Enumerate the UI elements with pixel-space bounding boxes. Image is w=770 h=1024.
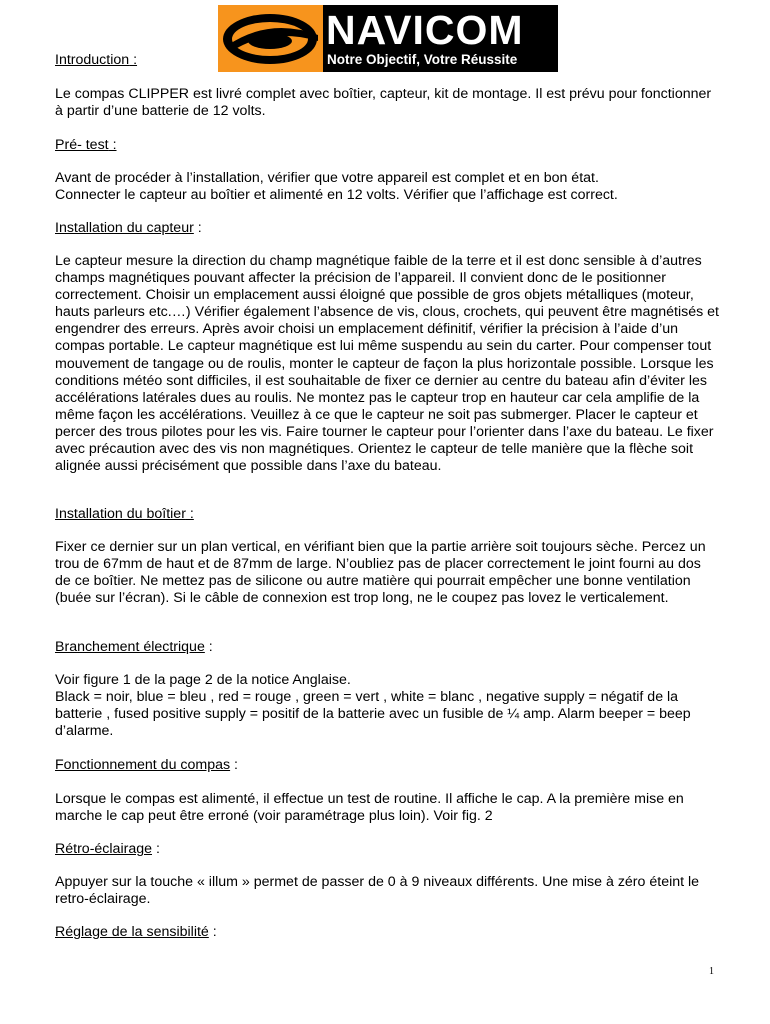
paragraph-pre-test: Avant de procéder à l’installation, vérifier que votre appareil est complet et en bon état. Connecter le capteur au boîtier et alimenté en 12 volts. Vérifier que l’affichage est correct. — [55, 170, 618, 204]
heading-installation-capteur: Installation du capteur : — [55, 220, 202, 236]
paragraph-installation-capteur: Le capteur mesure la direction du champ magnétique faible de la terre et il est donc sensible à d’autres champs magnétiques pouvant affecter la précision de l’appareil. Il convient donc de le positionner correctement. Choisir un emplacement aussi éloigné que possible de gros objets métalliques (moteur, hauts parleurs etc.…) Vérifier également l’absence de vis, clous, crochets, qui peuvent être magnétisés et engendrer des erreurs. Après avoir choisi un emplacement définitif, vérifier la précision à l’aide d’un compas portable. Le capteur magnétique est lui même suspendu au sein du carter. Pour compenser tout mouvement de tangage ou de roulis, monter le capteur de façon la plus horizontale possible. Lorsque les conditions météo sont difficiles, il est souhaitable de fixer ce dernier au centre du bateau afin d’éviter les accélérations latérales dues au roulis. Ne montez pas le capteur trop en hauteur car cela amplifie de la même façon les accélérations. Veuillez à ce que le capteur ne soit pas submerger. Placer le capteur et percer des trous pilotes pour les vis. Faire tourner le capteur pour l’orienter dans l’axe du bateau. Le fixer avec précaution avec des vis non magnétiques. Orientez le capteur de telle manière que la flèche soit alignée aussi précisément que possible dans l’axe du bateau. — [55, 253, 719, 475]
paragraph-introduction: Le compas CLIPPER est livré complet avec boîtier, capteur, kit de montage. Il est prévu pour fonctionner à partir d’une batterie de 12 volts. — [55, 86, 712, 120]
heading-fonctionnement-compas: Fonctionnement du compas : — [55, 757, 238, 773]
heading-introduction: Introduction : — [55, 52, 138, 68]
heading-pre-test: Pré- test : — [55, 137, 117, 153]
logo-tagline: Notre Objectif, Votre Réussite — [327, 52, 518, 67]
paragraph-fonctionnement-compas: Lorsque le compas est alimenté, il effectue un test de routine. Il affiche le cap. A la première mise en marche le cap peut être erroné (voir paramétrage plus loin). Voir fig. 2 — [55, 791, 684, 825]
heading-branchement-electrique: Branchement électrique : — [55, 639, 213, 655]
page-number: 1 — [709, 966, 714, 977]
paragraph-branchement-electrique: Voir figure 1 de la page 2 de la notice Anglaise. Black = noir, blue = bleu , red = rouge , green = vert , white = blanc , negative supply = négatif de la batterie , fused positive supply = positif de la batterie avec un fusible de ¼ amp. Alarm beeper = beep d’alarme. — [55, 672, 691, 740]
heading-reglage-sensibilite: Réglage de la sensibilité : — [55, 924, 217, 940]
logo-brand-name: NAVICOM — [326, 7, 524, 53]
paragraph-retro-eclairage: Appuyer sur la touche « illum » permet de passer de 0 à 9 niveaux différents. Une mise à zéro éteint le retro-éclairage. — [55, 874, 700, 908]
heading-retro-eclairage: Rétro-éclairage : — [55, 841, 160, 857]
heading-installation-boitier: Installation du boîtier : — [55, 506, 194, 522]
paragraph-installation-boitier: Fixer ce dernier sur un plan vertical, en vérifiant bien que la partie arrière soit toujours sèche. Percez un trou de 67mm de haut et de 87mm de large. N’oubliez pas de placer correctement le joint fourni au dos de ce boîtier. Ne mettez pas de silicone ou autre matière qui pourrait empêcher une bonne ventilation (buée sur l’écran). Si le câble de connexion est trop long, ne le coupez pas lovez le verticalement. — [55, 539, 706, 607]
